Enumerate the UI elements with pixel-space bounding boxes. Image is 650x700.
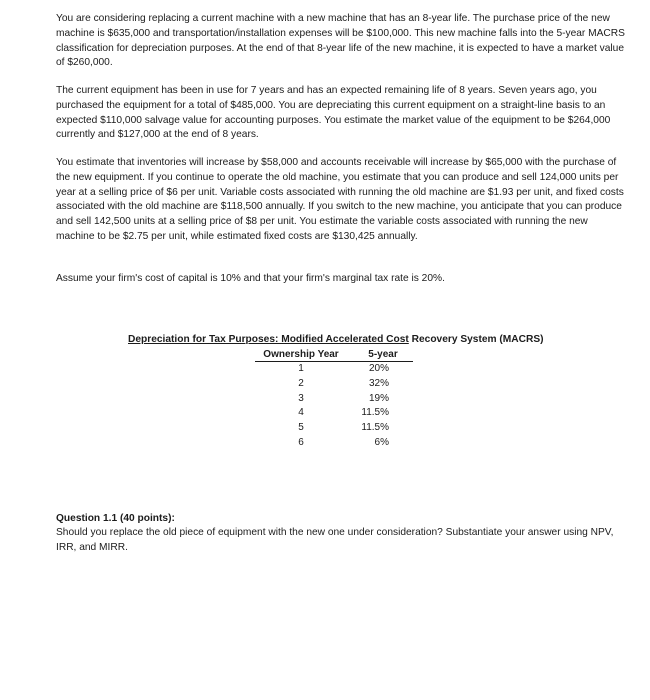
- table-row: [255, 436, 413, 451]
- macrs-rate-cell: 11.5%: [361, 407, 389, 419]
- macrs-rate-cell: 32%: [368, 377, 389, 389]
- paragraph-current-equipment: The current equipment has been in use for 7 years and has an expected remaining life of 8 years. Seven years ago, you purchased the equipment for a total of $485,000. You are depreciating this current equipment on a straight-line basis to an expected $110,000 salvage value for accounting purposes. You estimate the market value of the equipment to be $264,000 currently and $127,000 at the end of 8 years.: [56, 85, 611, 141]
- macrs-col-year-header: Ownership Year: [255, 347, 347, 362]
- macrs-year-cell: 1: [298, 363, 304, 374]
- macrs-header-row: [255, 347, 413, 362]
- macrs-table-title: [128, 333, 568, 348]
- macrs-table: [255, 347, 413, 451]
- macrs-rate-cell: 11.5%: [361, 422, 389, 434]
- macrs-rate-cell: 19%: [368, 392, 389, 404]
- question-body: Should you replace the old piece of equipment with the new one under consideration? Substantiate your answer using NPV, IRR, and MIRR.: [56, 527, 614, 553]
- table-row: [255, 406, 413, 421]
- macrs-year-cell: 2: [298, 377, 304, 389]
- paragraph-cost-of-capital: Assume your firm's cost of capital is 10% and that your firm's marginal tax rate is 20%.: [56, 273, 445, 284]
- table-row: [255, 377, 413, 392]
- macrs-title-text: Depreciation for Tax Purposes: Modified Accelerated Cost Recovery System (MACRS): [128, 334, 544, 345]
- macrs-rate-cell: 6%: [374, 436, 389, 448]
- table-row: [255, 362, 413, 377]
- macrs-year-cell: 3: [298, 392, 304, 404]
- macrs-year-cell: 6: [298, 436, 304, 448]
- macrs-rate-cell: 20%: [368, 363, 389, 374]
- paragraph-operations: You estimate that inventories will increase by $58,000 and accounts receivable will increase by $65,000 with the purchase of the new equipment. If you continue to operate the old machine, you estimate that you can produce and sell 124,000 units per year at a selling price of $6 per unit. Variable costs associated with running the old machine are $1.93 per unit, and fixed costs associated with the old machine are $118,500 annually. If you switch to the new machine, you anticipate that you can produce and sell 142,500 units at a selling price of $8 per unit. You estimate the variable costs associated with running the new machine to be $2.75 per unit, while estimated fixed costs are $130,425 annually.: [56, 157, 624, 242]
- macrs-year-cell: 4: [298, 407, 304, 419]
- macrs-year-cell: 5: [298, 422, 304, 434]
- macrs-col-rate-header: 5-year: [347, 347, 413, 362]
- question-heading: Question 1.1 (40 points):: [56, 513, 175, 524]
- paragraph-new-machine: You are considering replacing a current machine with a new machine that has an 8-year life. The purchase price of the new machine is $635,000 and transportation/installation expenses will be $100,000. This new machine falls into the 5-year MACRS classification for depreciation purposes. At the end of that 8-year life of the new machine, it is expected to have a market value of $260,000.: [56, 13, 625, 69]
- table-row: [255, 421, 413, 436]
- table-row: [255, 392, 413, 407]
